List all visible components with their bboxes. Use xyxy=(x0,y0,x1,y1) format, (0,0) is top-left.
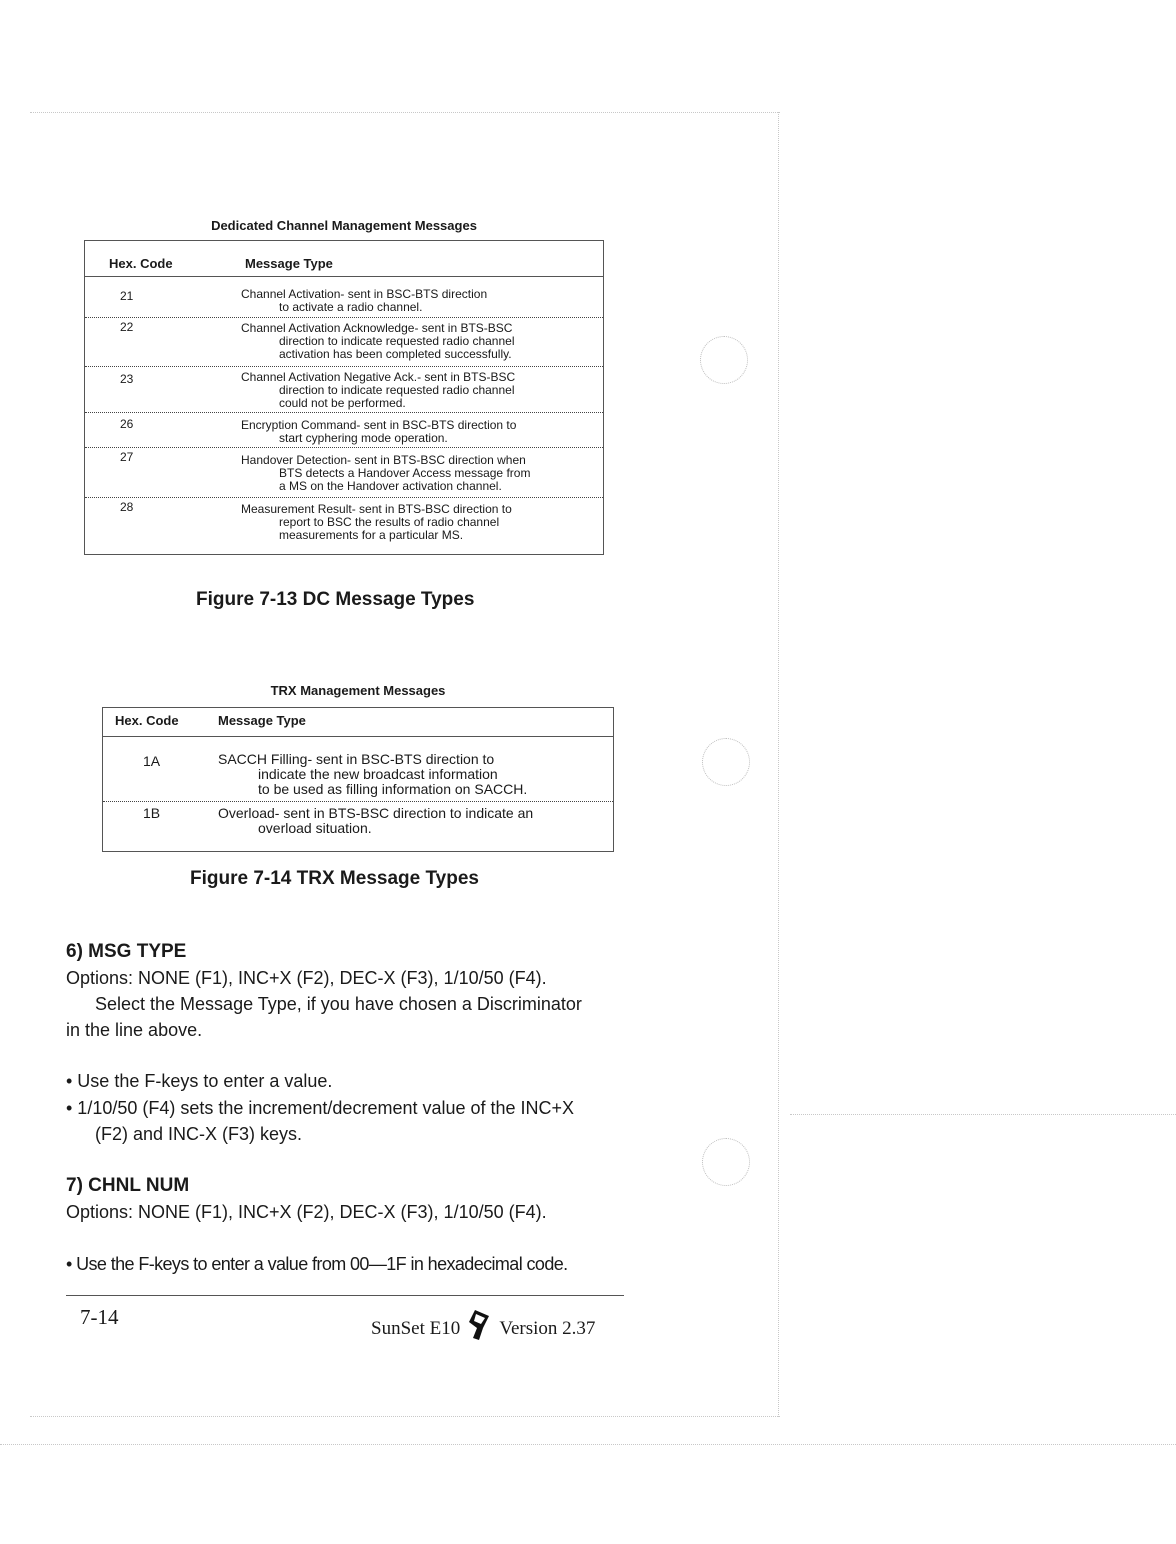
table2-header-type: Message Type xyxy=(218,713,306,728)
message-description: Channel Activation- sent in BSC-BTS direction to activate a radio channel. xyxy=(241,287,488,314)
page-number: 7-14 xyxy=(80,1305,119,1329)
table-row xyxy=(85,448,603,498)
hex-code: 23 xyxy=(120,372,134,386)
message-description: Handover Detection- sent in BTS-BSC direction when BTS detects a Handover Access message from a MS on the Handover activation channel. xyxy=(241,453,531,493)
section-6-bullet1: • Use the F-keys to enter a value. xyxy=(66,1071,333,1091)
figure-7-14-caption: Figure 7-14 TRX Message Types xyxy=(190,868,479,889)
scan-mark-right xyxy=(790,1114,1176,1115)
message-description: Channel Activation Acknowledge- sent in BTS-BSC direction to indicate requested radio channel activation has been completed successfully. xyxy=(241,321,515,361)
dc-message-table xyxy=(84,240,604,555)
scan-edge-bottom xyxy=(30,1416,780,1417)
section-7-bullet1: • Use the F-keys to enter a value from 00—1F in hexadecimal code. xyxy=(66,1254,568,1274)
section-6-bullet2-line1: • 1/10/50 (F4) sets the increment/decrement value of the INC+X xyxy=(66,1098,575,1118)
footer-product xyxy=(371,1308,595,1342)
product-name: SunSet E10 xyxy=(371,1318,461,1339)
hex-code: 27 xyxy=(120,450,134,464)
hex-code: 28 xyxy=(120,500,134,514)
hex-code: 26 xyxy=(120,417,134,431)
table-row xyxy=(85,413,603,448)
message-description: Encryption Command- sent in BSC-BTS direction to start cyphering mode operation. xyxy=(241,418,517,445)
hex-code: 1B xyxy=(143,805,161,821)
table2-header-code: Hex. Code xyxy=(115,713,179,728)
hex-code: 22 xyxy=(120,320,134,334)
section-6-heading: 6) MSG TYPE xyxy=(66,941,187,962)
section-6-body-line2: in the line above. xyxy=(66,1020,203,1040)
hex-code: 1A xyxy=(143,753,161,769)
section-6-body-line1: Select the Message Type, if you have chosen a Discriminator xyxy=(95,994,582,1014)
footer-rule xyxy=(66,1295,624,1296)
trx-message-table xyxy=(102,707,614,852)
table-row xyxy=(85,498,603,554)
message-description: Overload- sent in BTS-BSC direction to indicate an overload situation. xyxy=(218,805,534,836)
section-6-bullet2-line2: (F2) and INC-X (F3) keys. xyxy=(95,1124,303,1144)
product-version: Version 2.37 xyxy=(499,1318,596,1339)
table-row xyxy=(103,737,613,802)
figure-7-13-caption: Figure 7-13 DC Message Types xyxy=(196,589,475,610)
table-row xyxy=(85,318,603,367)
scan-edge-right xyxy=(778,112,779,1417)
table2-caption: TRX Management Messages xyxy=(270,683,446,698)
binder-hole-3 xyxy=(702,1138,750,1186)
binder-hole-2 xyxy=(702,738,750,786)
table1-caption: Dedicated Channel Management Messages xyxy=(211,218,477,233)
table2-header xyxy=(103,708,613,737)
table1-header-code: Hex. Code xyxy=(109,256,173,271)
message-description: Measurement Result- sent in BTS-BSC direction to report to BSC the results of radio channel measurements for a particular MS. xyxy=(241,502,512,542)
table-row xyxy=(85,367,603,413)
hex-code: 21 xyxy=(120,289,134,303)
scan-edge-bottom-outer xyxy=(0,1444,1176,1445)
binder-hole-1 xyxy=(700,336,748,384)
scan-edge-top xyxy=(30,112,780,113)
message-description: SACCH Filling- sent in BSC-BTS direction to indicate the new broadcast information to be used as filling information on SACCH. xyxy=(218,751,528,797)
sunset-logo-icon xyxy=(467,1308,493,1342)
section-7-options: Options: NONE (F1), INC+X (F2), DEC-X (F3), 1/10/50 (F4). xyxy=(66,1202,547,1222)
section-7-heading: 7) CHNL NUM xyxy=(66,1175,190,1196)
table-row xyxy=(103,802,613,850)
table1-header xyxy=(85,241,603,277)
section-6-options: Options: NONE (F1), INC+X (F2), DEC-X (F3), 1/10/50 (F4). xyxy=(66,968,547,988)
table1-header-type: Message Type xyxy=(245,256,333,271)
table-row xyxy=(85,277,603,318)
message-description: Channel Activation Negative Ack.- sent in BTS-BSC direction to indicate requested radio channel could not be performed. xyxy=(241,370,516,410)
